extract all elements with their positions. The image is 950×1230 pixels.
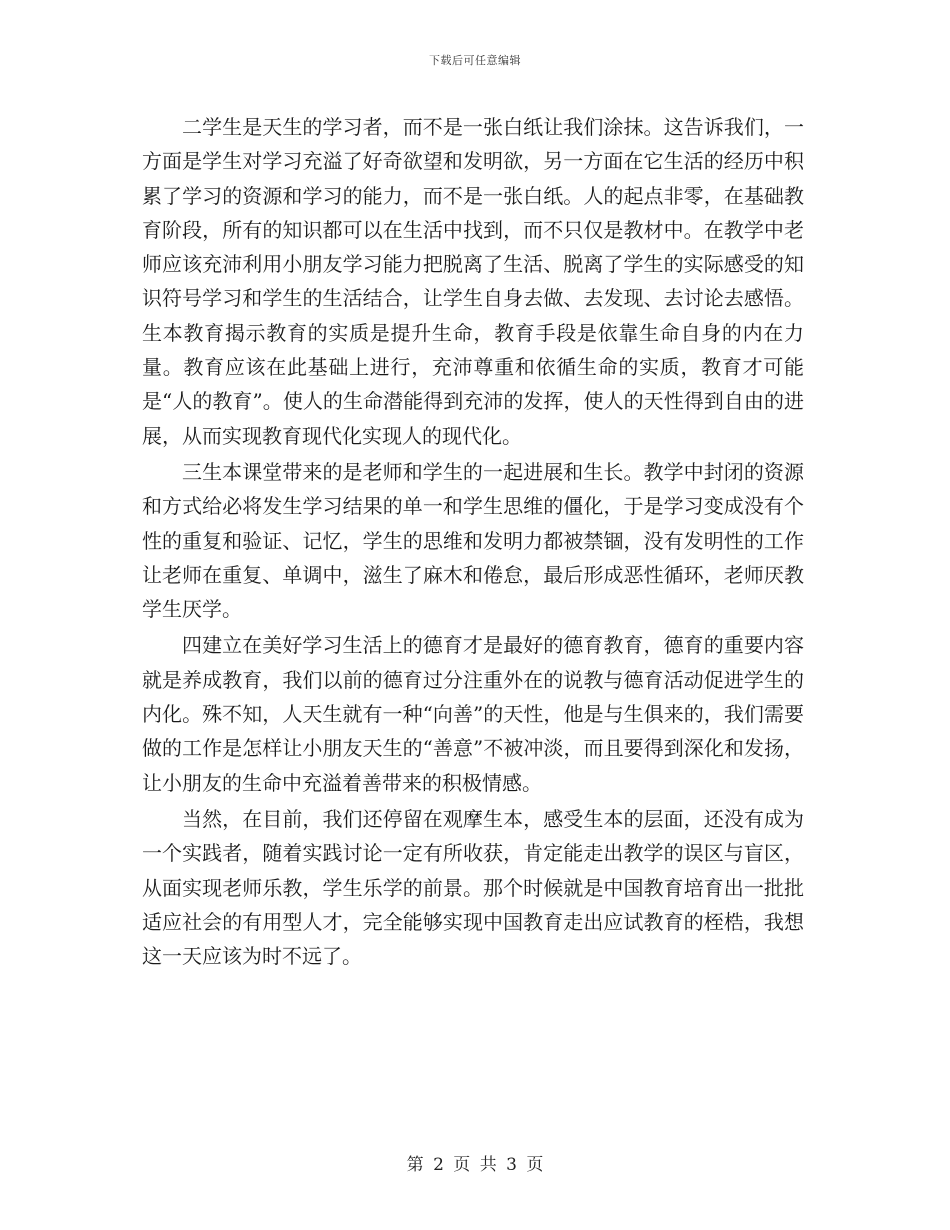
page-header: 下载后可任意编辑	[429, 54, 521, 67]
body-paragraph: 三生本课堂带来的是老师和学生的一起进展和生长。教学中封闭的资源和方式给必将发生学习结果的单一和学生思维的僵化，于是学习变成没有个性的重复和验证、记忆，学生的思维和发明力都被禁锢，没有发明性的工作让老师在重复、单调中，滋生了麻木和倦怠，最后形成恶性循环，老师厌教学生厌学。	[142, 459, 804, 622]
document-body	[142, 110, 804, 975]
body-paragraph: 当然，在目前，我们还停留在观摩生本，感受生本的层面，还没有成为一个实践者，随着实践讨论一定有所收获，肯定能走出教学的误区与盲区，从面实现老师乐教，学生乐学的前景。那个时候就是中国教育培育出一批批适应社会的有用型人才，完全能够实现中国教育走出应试教育的桎梏，我想这一天应该为时不远了。	[142, 806, 804, 969]
body-paragraph: 四建立在美好学习生活上的德育才是最好的德育教育，德育的重要内容就是养成教育，我们以前的德育过分注重外在的说教与德育活动促进学生的内化。殊不知，人天生就有一种“向善”的天性，他是与生俱来的，我们需要做的工作是怎样让小朋友天生的“善意”不被冲淡，而且要得到深化和发扬，让小朋友的生命中充溢着善带来的积极情感。	[142, 633, 804, 795]
body-paragraph: 二学生是天生的学习者，而不是一张白纸让我们涂抹。这告诉我们，一方面是学生对学习充溢了好奇欲望和发明欲，另一方面在它生活的经历中积累了学习的资源和学习的能力，而不是一张白纸。人的起点非零，在基础教育阶段，所有的知识都可以在生活中找到，而不只仅是教材中。在教学中老师应该充沛利用小朋友学习能力把脱离了生活、脱离了学生的实际感受的知识符号学习和学生的生活结合，让学生自身去做、去发现、去讨论去感悟。生本教育揭示教育的实质是提升生命，教育手段是依靠生命自身的内在力量。教育应该在此基础上进行，充沛尊重和依循生命的实质，教育才可能是“人的教育”。使人的生命潜能得到充沛的发挥，使人的天性得到自由的进展，从而实现教育现代化实现人的现代化。	[142, 115, 804, 448]
page-number: 第 2 页 共 3 页	[406, 1155, 544, 1175]
